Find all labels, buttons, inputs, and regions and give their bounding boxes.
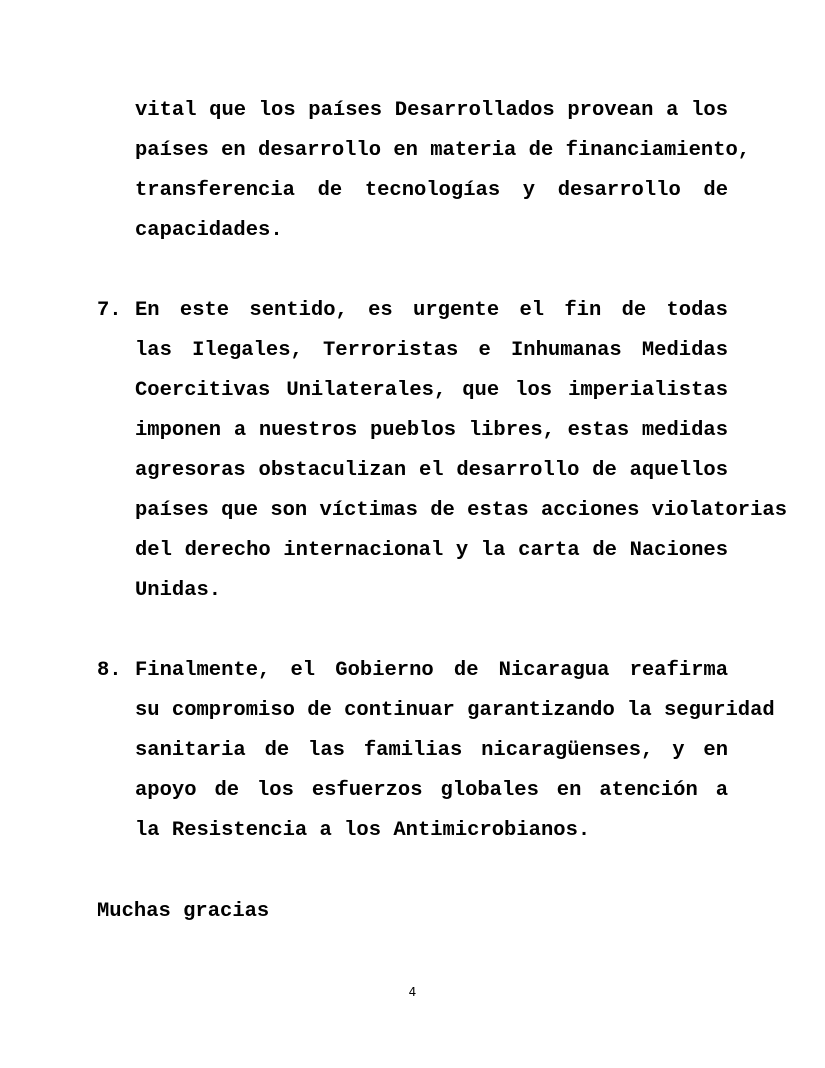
- item-number: 7.: [97, 299, 122, 322]
- paragraph-line: capacidades.: [135, 219, 283, 242]
- paragraph-line: su compromiso de continuar garantizando la seguridad: [135, 699, 775, 722]
- paragraph-line: transferencia de tecnologías y desarrollo de: [135, 179, 728, 202]
- paragraph-line: Unidas.: [135, 579, 222, 602]
- paragraph-line: Finalmente, el Gobierno de Nicaragua reafirma: [135, 659, 728, 682]
- item-number: 8.: [97, 659, 122, 682]
- paragraph-line: del derecho internacional y la carta de Naciones: [135, 539, 728, 562]
- paragraph-line: países en desarrollo en materia de financiamiento,: [135, 139, 751, 162]
- page-number: 4: [408, 985, 417, 999]
- paragraph-line: vital que los países Desarrollados provean a los: [135, 99, 728, 122]
- paragraph-line: sanitaria de las familias nicaragüenses, y en: [135, 739, 728, 762]
- paragraph-line: En este sentido, es urgente el fin de todas: [135, 299, 728, 322]
- paragraph-line: apoyo de los esfuerzos globales en atención a: [135, 779, 728, 802]
- paragraph-line: agresoras obstaculizan el desarrollo de aquellos: [135, 459, 728, 482]
- paragraph-line: la Resistencia a los Antimicrobianos.: [135, 819, 591, 842]
- paragraph-line: imponen a nuestros pueblos libres, estas medidas: [135, 419, 728, 442]
- paragraph-line: países que son víctimas de estas acciones violatorias: [135, 499, 788, 522]
- paragraph-line: las Ilegales, Terroristas e Inhumanas Medidas: [135, 339, 728, 362]
- closing-text: Muchas gracias: [97, 900, 270, 923]
- paragraph-line: Coercitivas Unilaterales, que los imperialistas: [135, 379, 728, 402]
